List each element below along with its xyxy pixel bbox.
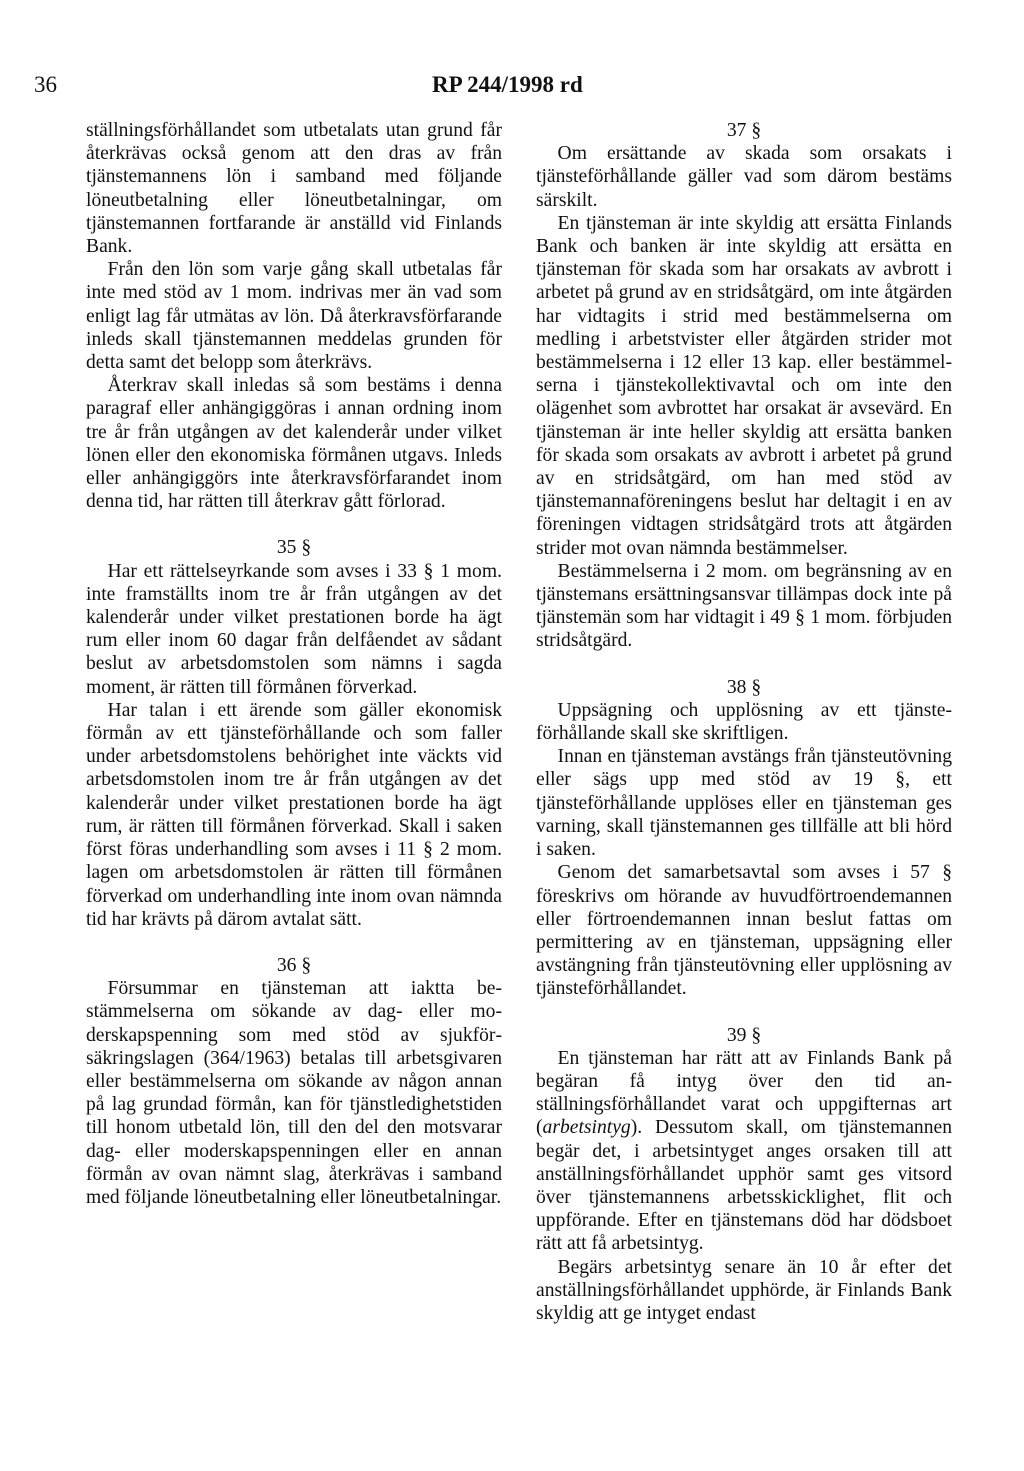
paragraph-text: En tjänsteman har rätt att av Finlands Bank på begäran få intyg över den tid anställningsförhållandet varat och uppgifternas art (: [536, 1047, 952, 1139]
paragraph: Har ett rättelseyrkande som avses i 33 § 1 mom. inte framställts inom tre år från utgången av det kalenderår under vilket prestationen borde ha ägt rum eller inom 60 dagar från delfåendet av sådant beslut av arbetsdomstolen som nämns i sagda moment, är rätten till förmånen förverkad.: [86, 560, 502, 698]
paragraph: Uppsägning och upplösning av ett tjänsteförhållande skall ske skriftligen.: [536, 699, 952, 745]
paragraph: ställningsförhållandet som utbetalats utan grund får återkrävas också genom att den dras av från tjänstemannens lön i samband med följande löneutbetalning eller löneutbetalningar, om tjänstemannen fortfarande är anställd vid Finlands Bank.: [86, 120, 502, 258]
paragraph: [536, 1047, 952, 1256]
section-heading: 38 §: [726, 676, 762, 698]
paragraph: Begärs arbetsintyg senare än 10 år efter det anställningsförhållandet upphörde, är Finlands Bank skyldig att ge intyget endast: [536, 1256, 952, 1324]
italic-term: arbetsintyg: [542, 1117, 631, 1139]
paragraph: Återkrav skall inledas så som bestäms i denna paragraf eller anhängiggöras i annan ordning inom tre år från utgången av det kalenderår under vilket lönen eller den ekonomiska förmånen utgavs. Inleds eller anhängiggörs inte återkravsförfarandet inom denna tid, har rätten till återkrav gått förlorad.: [86, 375, 502, 513]
section-heading: 39 §: [726, 1024, 762, 1046]
page-number: 36: [34, 72, 57, 97]
section-heading: 36 §: [276, 954, 312, 976]
section-heading: 35 §: [276, 537, 312, 559]
document-reference: RP 244/1998 rd: [432, 72, 583, 97]
section-heading: 37 §: [726, 120, 762, 141]
left-column: [86, 119, 502, 1209]
paragraph: Bestämmelserna i 2 mom. om begränsning av en tjänstemans ersättningsansvar tillämpas dock inte på tjänstemän som har vidtagit i 49 § 1 mom. förbjuden stridsåtgärd.: [536, 560, 952, 652]
paragraph: Från den lön som varje gång skall utbetalas får inte med stöd av 1 mom. indrivas mer än vad som enligt lag får utmätas av lön. Då återkravsförfarande inleds skall tjänstemannen meddelas grunden för detta samt det belopp som återkrävs.: [86, 259, 502, 374]
right-column: [536, 119, 952, 1325]
paragraph: Försummar en tjänsteman att iaktta bestämmelserna om sökande av dag- eller moderskapspenning som med stöd av sjukförsäkringslagen (364/1963) betalas till arbetsgivaren eller bestämmelserna om sökande av någon annan på lag grundad förmån, kan för tjänstledighetstiden till honom utbetald lön, till den del den motsvarar dag- eller moderskapspenningen eller en annan förmån av ovan nämnt slag, återkrävas i samband med följande löneutbetalning eller löneutbetalningar.: [86, 978, 502, 1208]
paragraph-text: ). Dessutom skall, om tjänstemannen begär det, i arbetsintyget anges orsaken till att anställningsförhållandet upphör samt ges vitsord över tjänstemannens arbetsskicklighet, flit och uppförande. Efter en tjänstemans död har dödsboet rätt att få arbetsintyg.: [536, 1117, 952, 1255]
paragraph: En tjänsteman är inte skyldig att ersätta Finlands Bank och banken är inte skyldig att ersätta en tjänsteman för skada som har orsakats av avbrott i arbetet på grund av en stridsåtgärd, om inte åtgärden har vidtagits i strid med bestämmelserna om medling i arbetstvister eller åtgärden strider mot bestämmelserna i 12 eller 13 kap. eller bestämmelserna i tjänstekollektivavtal och om inte den olägenhet som avbrottet har orsakat är avsevärd. En tjänsteman är inte heller skyldig att ersätta banken för skada som orsakats av avbrott i arbetet på grund av en stridsåtgärd, om han med stöd av tjänstemannaföreningens beslut har deltagit i en av föreningen vidtagen stridsåtgärd trots att åtgärden strider mot ovan nämnda bestämmelser.: [536, 212, 952, 559]
paragraph: Om ersättande av skada som orsakats i tjänsteförhållande gäller vad som därom bestäms särskilt.: [536, 143, 952, 211]
paragraph: Genom det samarbetsavtal som avses i 57 § föreskrivs om hörande av huvudförtroendemannen eller förtroendemannen innan beslut fattas om permittering av en tjänsteman, uppsägning eller avstängning från tjänsteutövning eller upplösning av tjänsteförhållandet.: [536, 862, 952, 1000]
paragraph: Innan en tjänsteman avstängs från tjänsteutövning eller sägs upp med stöd av 19 §, ett tjänsteförhållande upplöses eller en tjänsteman ges varning, skall tjänstemannen ges tillfälle att bli hörd i saken.: [536, 746, 952, 861]
paragraph: Har talan i ett ärende som gäller ekonomisk förmån av ett tjänsteförhållande och som faller under arbetsdomstolens behörighet inte väckts vid arbetsdomstolen inom tre år från utgången av det kalenderår under vilket prestationen borde ha ägt rum, är rätten till förmånen förverkad. Skall i saken först föras underhandling som avses i 11 § 2 mom. lagen om arbetsdomstolen är rätten till förmånen förverkad om underhandling inte inom ovan nämnda tid har krävts på därom avtalat sätt.: [86, 699, 502, 930]
